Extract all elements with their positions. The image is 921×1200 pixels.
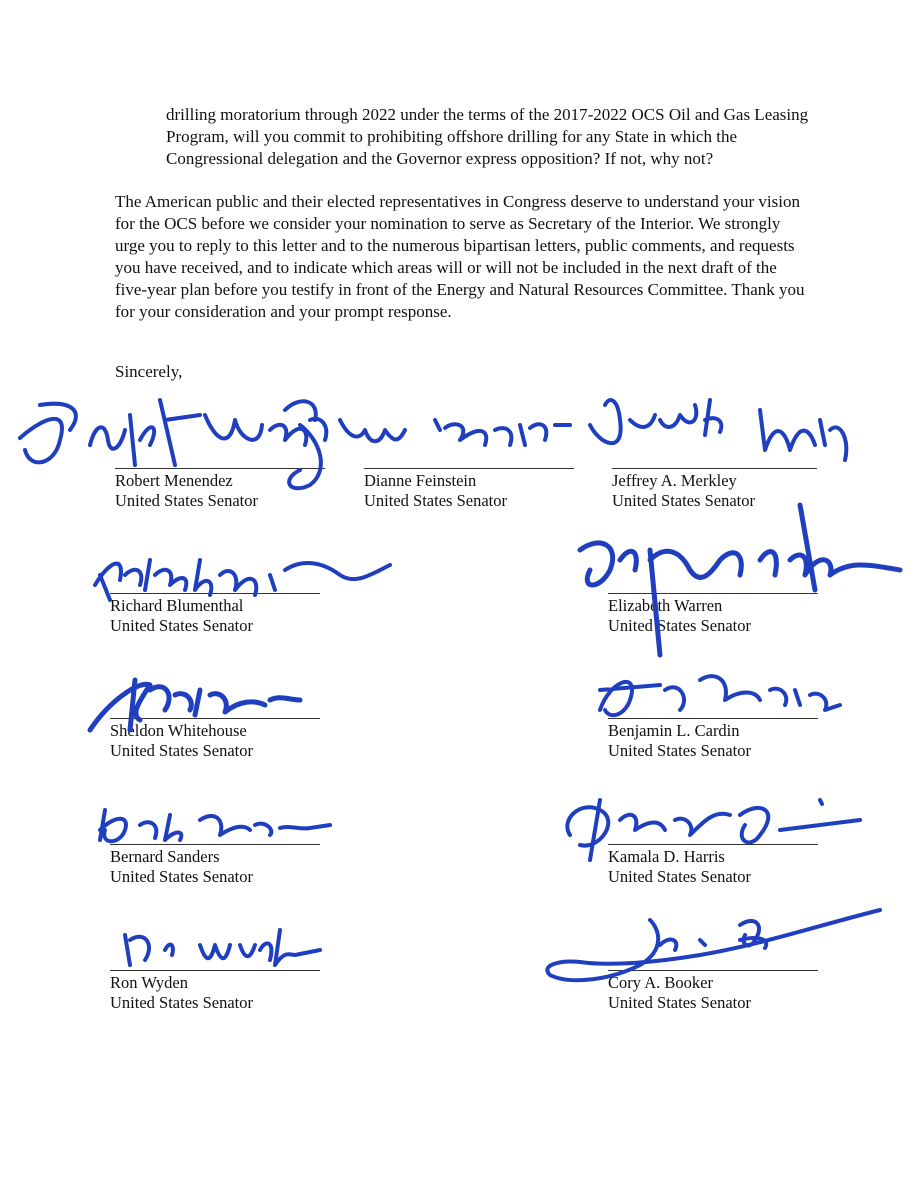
- signature-line: [612, 468, 817, 469]
- letter-paragraph-1: drilling moratorium through 2022 under the terms of the 2017-2022 OCS Oil and Gas Leasing Program, will you commit to prohibiting offshore drilling for any State in which the Congressional delegation and the Governor express opposition? If not, why not?: [166, 105, 809, 168]
- signer-name: Robert Menendez: [115, 471, 233, 490]
- signature-line: [608, 718, 818, 719]
- signature-line: [608, 593, 818, 594]
- signature-line: [364, 468, 574, 469]
- signer-name: Dianne Feinstein: [364, 471, 477, 490]
- signature-line: [608, 970, 818, 971]
- signature-line: [115, 468, 325, 469]
- cardin-signature: [600, 676, 840, 715]
- signer-title: United States Senator: [110, 867, 253, 886]
- signature-line: [110, 718, 320, 719]
- signer-title: United States Senator: [110, 741, 253, 760]
- signer-name: Cory A. Booker: [608, 973, 713, 992]
- blumenthal-signature: [95, 560, 390, 600]
- letter-paragraph-2: The American public and their elected representatives in Congress deserve to understand your vision for the OCS before we consider your nomination to serve as Secretary of the Interior. We strongly urge you to reply to this letter and to the numerous bipartisan letters, public comments, and requests you have received, and to indicate which areas will or will not be included in the next draft of the five-year plan before you testify in front of the Energy and Natural Resources Committee. Thank you for your consideration and your prompt response.: [115, 192, 805, 321]
- signer-title: United States Senator: [608, 993, 751, 1012]
- signature-line: [110, 844, 320, 845]
- signer-title: United States Senator: [608, 741, 751, 760]
- signer-title: United States Senator: [608, 616, 751, 635]
- signer-title: United States Senator: [115, 491, 258, 510]
- signature-line: [608, 844, 818, 845]
- signer-title: United States Senator: [608, 867, 751, 886]
- letter-closing: Sincerely,: [115, 362, 183, 381]
- signer-name: Elizabeth Warren: [608, 596, 723, 615]
- menendez-signature: [20, 400, 326, 465]
- signer-name: Kamala D. Harris: [608, 847, 725, 866]
- signature-line: [110, 593, 320, 594]
- signer-name: Ron Wyden: [110, 973, 188, 992]
- merkley-signature: [590, 400, 846, 460]
- signer-name: Benjamin L. Cardin: [608, 721, 740, 740]
- signer-title: United States Senator: [110, 993, 253, 1012]
- signature-line: [110, 970, 320, 971]
- wyden-signature: [125, 930, 320, 965]
- sanders-signature: [100, 810, 330, 841]
- signer-title: United States Senator: [110, 616, 253, 635]
- signer-name: Bernard Sanders: [110, 847, 220, 866]
- signer-title: United States Senator: [364, 491, 507, 510]
- signer-name: Sheldon Whitehouse: [110, 721, 247, 740]
- signer-name: Jeffrey A. Merkley: [612, 471, 737, 490]
- signer-name: Richard Blumenthal: [110, 596, 244, 615]
- signer-title: United States Senator: [612, 491, 755, 510]
